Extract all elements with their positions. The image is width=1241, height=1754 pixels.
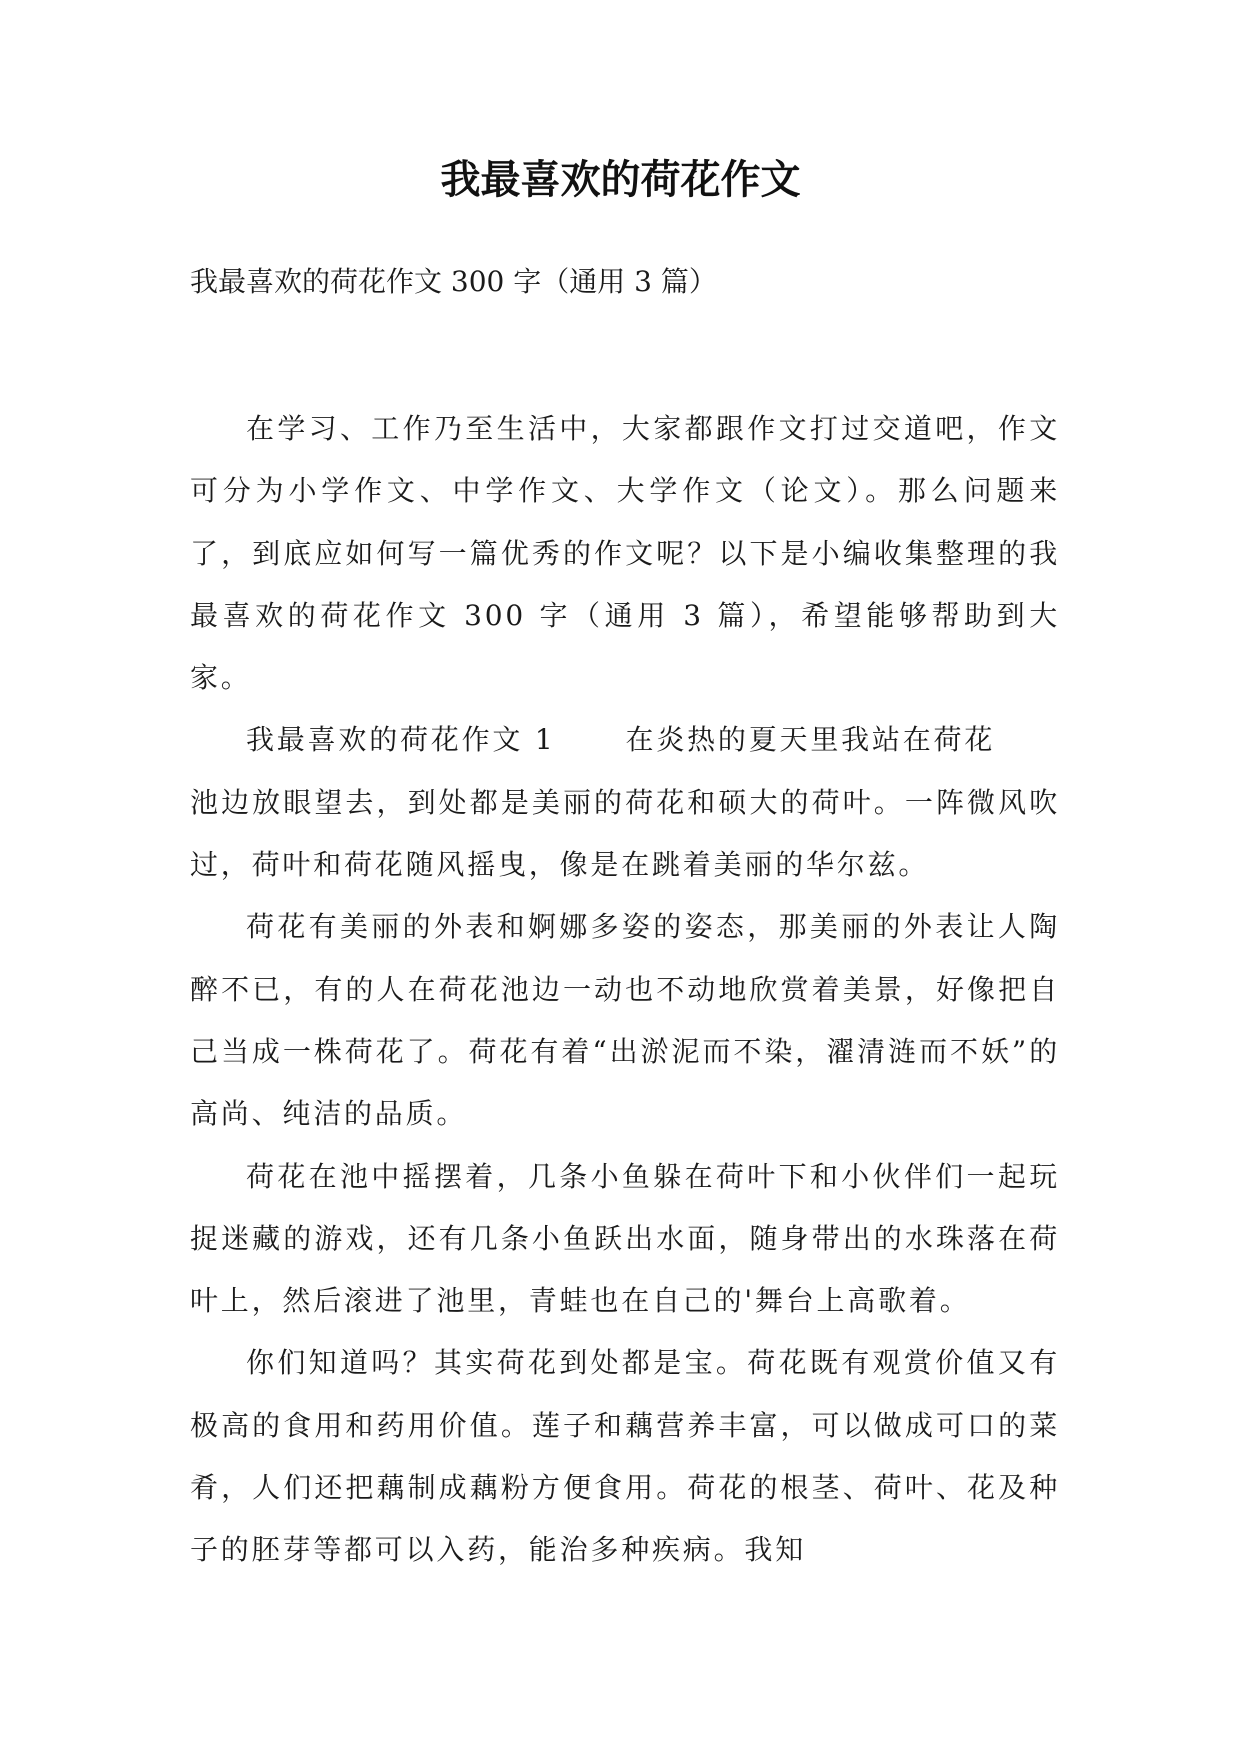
- essay-1-paragraph-2: 荷花有美丽的外表和婀娜多姿的姿态，那美丽的外表让人陶醉不已，有的人在荷花池边一动也不动地欣赏着美景，好像把自己当成一株荷花了。荷花有着“出淤泥而不染，濯清涟而不妖”的高尚、纯洁的品质。: [190, 910, 1060, 1131]
- essay-1-opening-paragraph: [190, 709, 1060, 896]
- essay-1-paragraph-3: 荷花在池中摇摆着，几条小鱼躲在荷叶下和小伙伴们一起玩捉迷藏的游戏，还有几条小鱼跃出水面，随身带出的水珠落在荷叶上，然后滚进了池里，青蛙也在自己的'舞台上高歌着。: [190, 1159, 1060, 1318]
- document-title: 我最喜欢的荷花作文: [440, 156, 801, 203]
- essay-1-paragraph-continued: 池边放眼望去，到处都是美丽的荷花和硕大的荷叶。一阵微风吹过，荷叶和荷花随风摇曳，像是在跳着美丽的华尔兹。: [190, 785, 1060, 882]
- document-body: [190, 398, 1060, 1582]
- intro-paragraph: 在学习、工作乃至生活中，大家都跟作文打过交道吧，作文可分为小学作文、中学作文、大学作文（论文）。那么问题来了，到底应如何写一篇优秀的作文呢？以下是小编收集整理的我最喜欢的荷花作文 300 字（通用 3 篇），希望能够帮助到大家。: [190, 412, 1060, 695]
- essay-1-first-line: 在炎热的夏天里我站在荷花: [625, 723, 996, 757]
- essay-1-heading: 我最喜欢的荷花作文 1: [246, 723, 556, 757]
- essay-1-paragraph-4: 你们知道吗？其实荷花到处都是宝。荷花既有观赏价值又有极高的食用和药用价值。莲子和藕营养丰富，可以做成可口的菜肴，人们还把藕制成藕粉方便食用。荷花的根茎、荷叶、花及种子的胚芽等都可以入药，能治多种疾病。我知: [190, 1346, 1060, 1567]
- document-subtitle: 我最喜欢的荷花作文 300 字（通用 3 篇）: [190, 265, 717, 298]
